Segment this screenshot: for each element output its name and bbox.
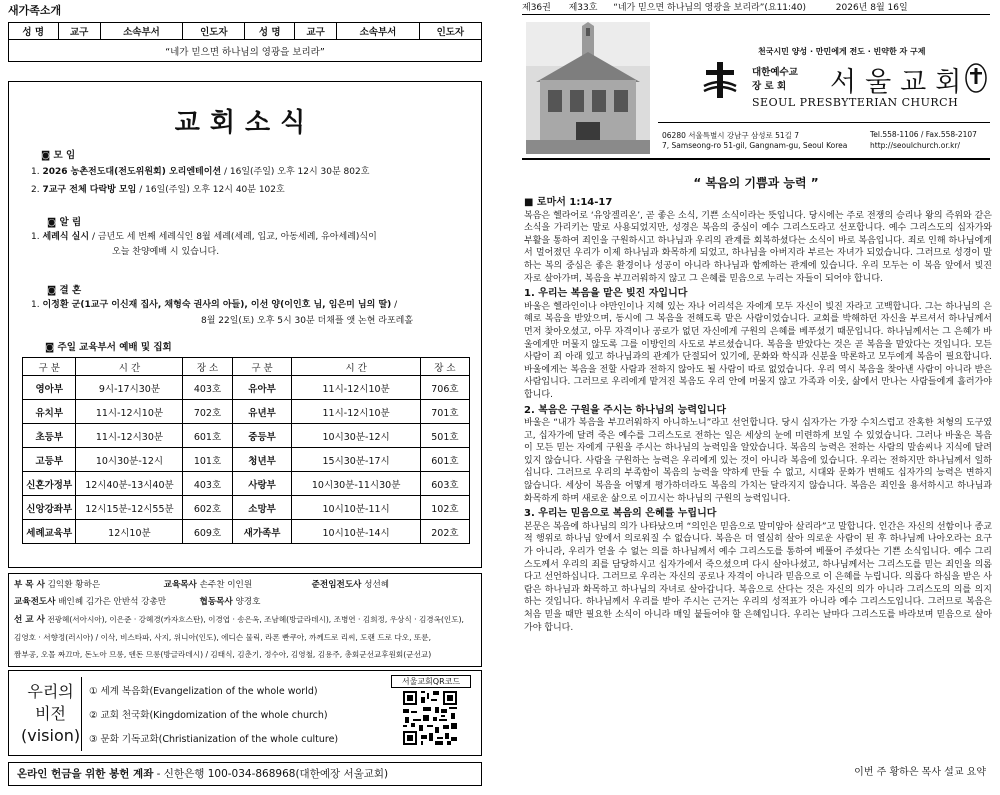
schedule-dept: 유년부 — [232, 400, 292, 424]
theme-verse: “네가 믿으면 하나님의 영광을 보리라”(요11:40) — [613, 3, 807, 13]
newcomer-col-name: 성 명 — [9, 23, 59, 40]
notice-item-line2: 오늘 찬양예배 시 있습니다. — [112, 247, 220, 257]
news-title: 교회소식 — [174, 108, 316, 138]
schedule-table — [22, 357, 470, 544]
church-english-name: SEOUL PRESBYTERIAN CHURCH — [752, 96, 959, 109]
schedule-row — [23, 472, 470, 496]
schedule-row — [23, 424, 470, 448]
gathering-heading: ◙ 모 임 — [41, 150, 76, 161]
schedule-row — [23, 520, 470, 544]
vision-item: ① 세계 복음화(Evangelization of the whole world) — [89, 686, 318, 697]
schedule-room: 701호 — [420, 400, 469, 424]
schedule-col-time: 시 간 — [292, 358, 420, 376]
address-korean: 06280 서울특별시 강남구 삼성로 51길 7 — [662, 131, 800, 140]
schedule-row — [23, 496, 470, 520]
church-cross-logo-icon — [700, 60, 740, 100]
issue: 제33호 — [568, 3, 598, 13]
schedule-row — [23, 400, 470, 424]
schedule-col-room: 장 소 — [183, 358, 232, 376]
vision-item: ③ 문화 기독교화(Christianization of the whole culture) — [89, 734, 339, 745]
right-page — [522, 0, 996, 795]
newcomer-col-district: 교구 — [58, 23, 100, 40]
church-name: 서울교회 — [830, 67, 971, 98]
schedule-time: 15시30분-17시 — [292, 448, 420, 472]
schedule-dept: 중등부 — [232, 424, 292, 448]
schedule-room: 202호 — [420, 520, 469, 544]
newcomer-title: 새가족소개 — [8, 4, 62, 17]
sermon-point-heading: 2. 복음은 구원을 주시는 하나님의 능력입니다 — [524, 404, 727, 416]
newcomer-col-name: 성 명 — [245, 23, 295, 40]
sermon-body — [524, 197, 992, 634]
header-bottom-rule — [522, 158, 990, 160]
sermon-scripture: ■ 로마서 1:14-17 — [524, 197, 613, 208]
schedule-time: 10시30분-12시 — [292, 424, 420, 448]
schedule-time: 10시10분-14시 — [292, 520, 420, 544]
sermon-point-heading: 3. 우리는 믿음으로 복음의 은혜를 누립니다 — [524, 508, 717, 520]
schedule-dept: 영아부 — [23, 376, 76, 400]
vision-label: 우리의 비전 (vision) — [21, 682, 81, 745]
sermon-intro: 복음은 헬라어로 ‘유앙겔리온’, 곧 좋은 소식, 기쁜 소식이라는 뜻입니다. 당시에는 주로 전쟁의 승리나 왕의 즉위와 같은 소식을 가리키는 말로 사용되었지만, 성경은 복음의 중심이 예수 그리스도라고 선포합니다. 예수 그리스도의 십자가와 부활을 통하여 죄인을 구원하시고 하나님과 우리의 관계를 회복하셨다는 소식이 바로 복음입니다. 죄로 인해 하나님에게서 멀어졌던 우리가 이제 하나님과 화목하게 되었고, 하나님을 아버지라 부르는 자녀가 되었습니다. 그러므로 성경이 말하는 복의 중심은 좋은 환경이나 성공이 아니라 하나님과 함께하는 관계에 있습니다. 우리 모두는 이 복음 앞에서 빚진 자로 살아가며, 복음을 부끄러워하지 않고 그 은혜를 믿음으로 누리는 자들이 되어야 합니다. — [524, 210, 992, 284]
church-url[interactable]: http://seoulchurch.or.kr/ — [870, 141, 961, 150]
schedule-heading: ◙ 주일 교육부서 예배 및 집회 — [45, 342, 172, 353]
schedule-room: 602호 — [183, 496, 232, 520]
schedule-time: 11시-12시10분 — [292, 400, 420, 424]
denomination-line2: 장 로 회 — [752, 81, 787, 92]
schedule-time: 12시15분-12시55분 — [76, 496, 183, 520]
volume: 제36권 — [522, 3, 551, 13]
schedule-dept: 유아부 — [232, 376, 292, 400]
vision-divider — [81, 677, 82, 751]
header-rule — [522, 14, 990, 15]
schedule-header-row — [23, 358, 470, 376]
church-slogan: 천국시민 양성 · 만민에게 전도 · 빈약한 자 구제 — [758, 47, 926, 56]
sermon-point-body: 바울은 헬라인이나 야만인이나 지혜 있는 자나 어리석은 자에게 모두 자신이 빚진 자라고 고백합니다. 그는 하나님의 은혜로 복음을 받았으며, 동시에 그 복음을 전해도록 맡은 사람이었습니다. 교회를 박해하던 자신을 부르셔서 하나님께서 먼저 찾아오셨고, 아무 자격이나 공로가 없던 자신에게 구원의 은혜를 베푸셨기 때문입니다. 하나님께서는 그 은혜가 바울에게만 머물지 않도록 그를 이방인의 사도로 부르셨습니다. 복음을 받았다는 것은 곧 복음을 맡았다는 것입니다. 모든 사람이 죄 아래 있고 하나님과의 관계가 단절되어 있기에, 문화와 학식과 신분을 막론하고 모두에게 복음이 필요합니다. 바울에게는 복음을 전할 사람과 전하지 않아도 될 사람이 따로 없었습니다. 우리 역시 복음을 찾아낸 사람이 아니라 받은 사람입니다. 그러므로 우리에게 맡겨진 복음도 우리 안에 머물지 않고 가족과 이웃, 삶에서 만나는 사람들에게 흘러가야 합니다. — [524, 301, 992, 400]
schedule-dept: 고등부 — [23, 448, 76, 472]
church-emblem-icon — [964, 62, 988, 94]
newcomer-col-dept: 소속부서 — [337, 23, 419, 40]
schedule-time: 12시40분-13시40분 — [76, 472, 183, 496]
schedule-room: 702호 — [183, 400, 232, 424]
schedule-dept: 새가족부 — [232, 520, 292, 544]
schedule-col-time: 시 간 — [76, 358, 183, 376]
schedule-room: 101호 — [183, 448, 232, 472]
schedule-room: 603호 — [420, 472, 469, 496]
schedule-dept: 세례교육부 — [23, 520, 76, 544]
schedule-room: 601호 — [183, 424, 232, 448]
vision-item: ② 교회 천국화(Kingdomization of the whole church) — [89, 710, 328, 721]
schedule-time: 11시-12시30분 — [76, 424, 183, 448]
newcomer-col-guide: 인도자 — [183, 23, 245, 40]
schedule-room: 601호 — [420, 448, 469, 472]
schedule-dept: 사랑부 — [232, 472, 292, 496]
newcomer-motto: “네가 믿으면 하나님의 영광을 보리라” — [9, 40, 482, 62]
qr-code-icon[interactable] — [401, 689, 459, 747]
schedule-time: 10시30분-12시 — [76, 448, 183, 472]
qr-label: 서울교회QR코드 — [391, 675, 471, 688]
gathering-item: 1. 2026 농촌전도대(전도위원회) 오리엔테이션 / 16일(주일) 오후 12시 30분 802호 — [31, 167, 370, 177]
schedule-time: 9시-17시30분 — [76, 376, 183, 400]
schedule-dept: 청년부 — [232, 448, 292, 472]
newcomer-col-dept: 소속부서 — [100, 23, 182, 40]
schedule-dept: 소망부 — [232, 496, 292, 520]
gathering-item: 2. 7교구 전체 다락방 모임 / 16일(주일) 오후 12시 40분 102호 — [31, 185, 285, 195]
church-building-image — [526, 22, 650, 154]
schedule-col-dept: 구 분 — [232, 358, 292, 376]
wedding-heading: ◙ 결 혼 — [47, 285, 82, 296]
newcomer-table — [8, 22, 482, 62]
address-english: 7, Samseong-ro 51-gil, Gangnam-gu, Seoul Korea — [662, 141, 848, 150]
vision-box — [8, 670, 482, 756]
schedule-room: 609호 — [183, 520, 232, 544]
notice-item: 1. 세례식 실시 / 금년도 세 번째 세례식인 8월 세례(세례, 입교, 아동세례, 유아세례)식이 — [31, 232, 377, 242]
missionary-row: 김영호 · 서향정(러시아) / 이삭, 비스타파, 사지, 위니아(인도), 에디슨 물릭, 라폰 빤쿠아, 까께드로 리씨, 도랜 드로 다오, 또룬, — [14, 633, 432, 642]
schedule-row — [23, 448, 470, 472]
schedule-time: 10시30분-11시30분 — [292, 472, 420, 496]
newcomer-header-row — [9, 23, 482, 40]
schedule-col-dept: 구 분 — [23, 358, 76, 376]
schedule-dept: 유치부 — [23, 400, 76, 424]
bulletin-header — [522, 0, 990, 13]
schedule-time: 10시10분-11시 — [292, 496, 420, 520]
newcomer-col-guide: 인도자 — [419, 23, 481, 40]
denomination-line1: 대한예수교 — [752, 67, 798, 78]
staff-row: 교육전도사 배인혜 김가은 안반석 강총만 협동목사 양경호 — [14, 597, 261, 607]
phone-fax: Tel.558-1106 / Fax.558-2107 — [870, 130, 977, 139]
sermon-point-body: 바울은 “내가 복음을 부끄러워하지 아니하노니”라고 선언합니다. 당시 십자가는 가장 수치스럽고 잔혹한 처형의 도구였고, 십자가에 달려 죽은 예수를 그리스도로 전하는 일은 세상의 눈에 미련하게 보일 수 있었습니다. 그러나 바울은 복음이 모든 믿는 자에게 구원을 주시는 하나님의 능력임을 알았습니다. 복음의 능력은 전하는 사람의 말솜씨나 지식에 달려 있지 않습니다. 사람을 구원하는 능력은 우리에게 있는 것이 아니라 복음에 있습니다. 우리는 전하지만 하나님께서 일하십니다. 그러므로 우리의 부족함이 복음의 능력을 약하게 만들 수 없고, 시대와 문화가 변해도 십자가의 능력은 변하지 않습니다. 세상이 복음을 어떻게 평가하더라도 복음의 가치는 달라지지 않습니다. 복음은 죄인을 용서하시고 하나님과 화목하게 하며 새로운 삶으로 이끄시는 하나님의 구원의 능력입니다. — [524, 418, 992, 504]
schedule-row — [23, 376, 470, 400]
wedding-item-line2: 8월 22일(토) 오후 5시 30분 더채플 앳 논현 라포레홀 — [201, 316, 414, 326]
sermon-signature: 이번 주 황하은 목사 설교 요약 — [854, 767, 986, 778]
sermon-point-heading: 1. 우리는 복음을 맡은 빚진 자입니다 — [524, 288, 688, 300]
schedule-dept: 초등부 — [23, 424, 76, 448]
schedule-time: 11시-12시10분 — [76, 400, 183, 424]
schedule-dept: 신앙강좌부 — [23, 496, 76, 520]
wedding-item: 1. 이정환 군(1교구 이신재 집사, 채형숙 권사의 아들), 이선 양(이인호 님, 임은미 님의 딸) / — [31, 300, 398, 310]
sermon-point-body: 본문은 복음에 하나님의 의가 나타났으며 “의인은 믿음으로 말미암아 살리라”고 말합니다. 인간은 자신의 선함이나 종교적 행위로 하나님 앞에서 의로워질 수 없습니다. 복음은 더 열심히 살아 의로운 사람이 된 후 하나님께 나아오라는 요구가 아니라, 우리가 얻을 수 없는 의를 하나님께서 예수 그리스도를 통하여 베풀어 주셨다는 기쁜 소식입니다. 예수 그리스도께서 우리의 죄를 담당하시고 십자가에서 죽으셨으며 다시 살아나셨고, 하나님께서는 그리스도를 믿는 죄인을 의롭다고 선언하십니다. 그러므로 우리는 자신의 공로나 자격이 아니라 믿음으로 이 은혜를 누립니다. 의롭다 하심을 받은 사람은 하나님과 화목하고 하나님의 자녀로 살아갑니다. 복음으로 산다는 것은 자신의 의가 아니라 그리스도의 의를 의지하는 것입니다. 하나님께서 우리를 받아 주시는 근거는 우리의 성적표가 아니라 예수 그리스도입니다. 그러므로 복음은 처음 믿을 때만 필요한 소식이 아니라 매일 붙들어야 할 은혜입니다. 우리는 날마다 그리스도를 바라보며 믿음으로 살아가야 합니다. — [524, 521, 992, 633]
schedule-time: 12시10분 — [76, 520, 183, 544]
date: 2026년 8월 16일 — [835, 3, 908, 13]
schedule-time: 11시-12시10분 — [292, 376, 420, 400]
staff-row: 부 목 사 김익환 황하은 교육목사 손주찬 이인원 준전임전도사 성선혜 — [14, 580, 390, 590]
notice-heading: ◙ 알 림 — [47, 217, 82, 228]
schedule-room: 706호 — [420, 376, 469, 400]
left-page — [0, 0, 488, 795]
online-offering-account: 온라인 헌금을 위한 봉헌 계좌 - 신한은행 100-034-868968(대한예장 서울교회) — [8, 762, 482, 786]
schedule-room: 102호 — [420, 496, 469, 520]
staff-box — [8, 573, 482, 667]
missionary-row: 짬부공, 오몰 짜끄마, 돈노아 므롱, 덴돈 므롱(방글라데시) / 김태식, 김춘기, 정수아, 김영철, 김용주, 총회군선교후원회(군선교) — [14, 650, 432, 659]
schedule-dept: 신혼가정부 — [23, 472, 76, 496]
schedule-col-room: 장 소 — [420, 358, 469, 376]
schedule-room: 403호 — [183, 472, 232, 496]
newcomer-col-district: 교구 — [295, 23, 337, 40]
address-rule — [658, 122, 990, 123]
schedule-room: 403호 — [183, 376, 232, 400]
schedule-room: 501호 — [420, 424, 469, 448]
missionary-row: 선 교 사 전광혜(서아시아), 이은준 · 강혜경(카자흐스탄), 이경엽 · 송은옥, 조남혜(방글라데시), 조병연 · 김희정, 우상식 · 김경옥(인도), — [14, 615, 464, 625]
sermon-title: “ 복음의 기쁨과 능력 ” — [693, 176, 819, 190]
